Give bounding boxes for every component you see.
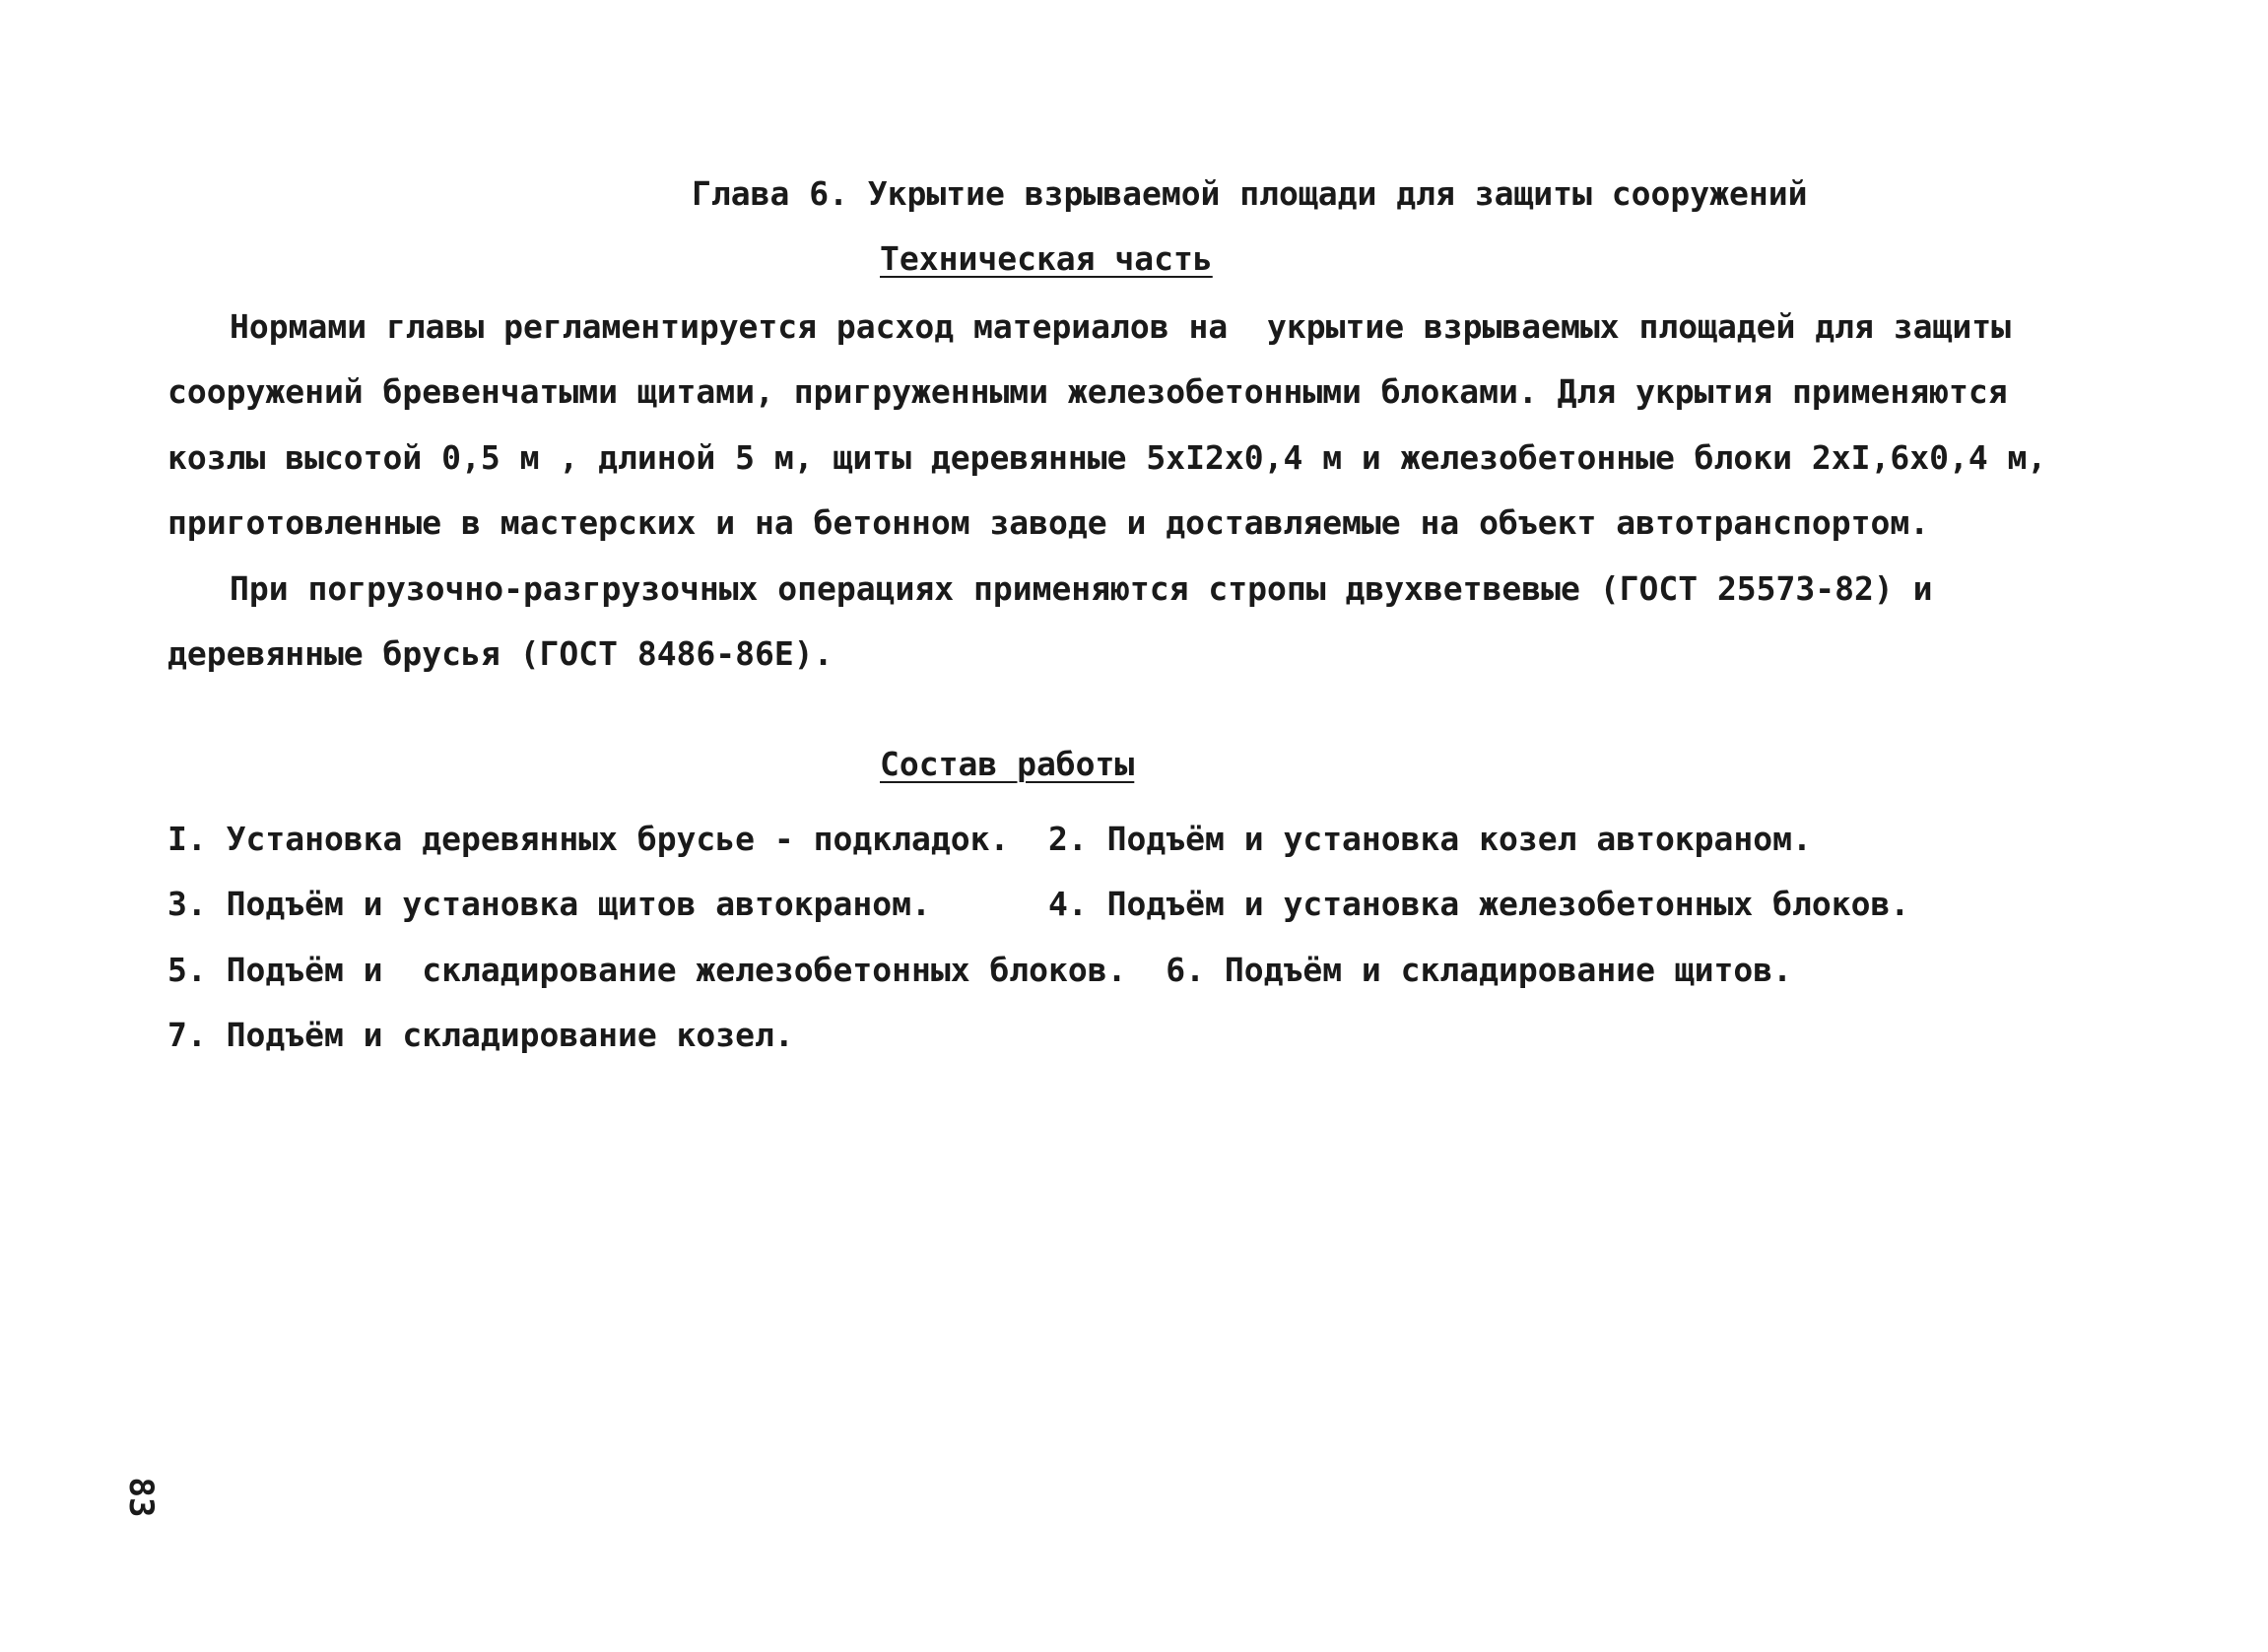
section-heading-work: Состав работы	[880, 745, 1135, 783]
work-step-line: 5. Подъём и складирование железобетонных блоков. 6. Подъём и складирование щитов.	[167, 951, 1793, 989]
paragraph-line: Нормами главы регламентируется расход материалов на укрытие взрываемых площадей для защиты	[230, 307, 2011, 346]
work-step-line: 7. Подъём и складирование козел.	[167, 1016, 794, 1054]
paragraph-line: деревянные брусья (ГОСТ 8486-86Е).	[167, 634, 834, 673]
page-number: 83	[121, 1477, 161, 1518]
work-step-line: 3. Подъём и установка щитов автокраном. 4. Подъём и установка железобетонных блоков.	[167, 885, 1910, 923]
chapter-title: Глава 6. Укрытие взрываемой площади для защиты сооружений	[692, 174, 1808, 213]
work-step-line: I. Установка деревянных брусье - подкладок. 2. Подъём и установка козел автокраном.	[167, 820, 1812, 858]
paragraph-line: сооружений бревенчатыми щитами, пригруженными железобетонными блоками. Для укрытия применяются	[167, 372, 2008, 411]
paragraph-line: При погрузочно-разгрузочных операциях применяются стропы двухветвевые (ГОСТ 25573-82) и	[230, 569, 1933, 608]
paragraph-line: приготовленные в мастерских и на бетонном заводе и доставляемые на объект автотранспортом.	[167, 503, 1930, 542]
paragraph-line: козлы высотой 0,5 м , длиной 5 м, щиты деревянные 5хI2х0,4 м и железобетонные блоки 2хI,6х0,4 м,	[167, 438, 2047, 477]
section-heading-technical: Техническая часть	[880, 239, 1213, 278]
